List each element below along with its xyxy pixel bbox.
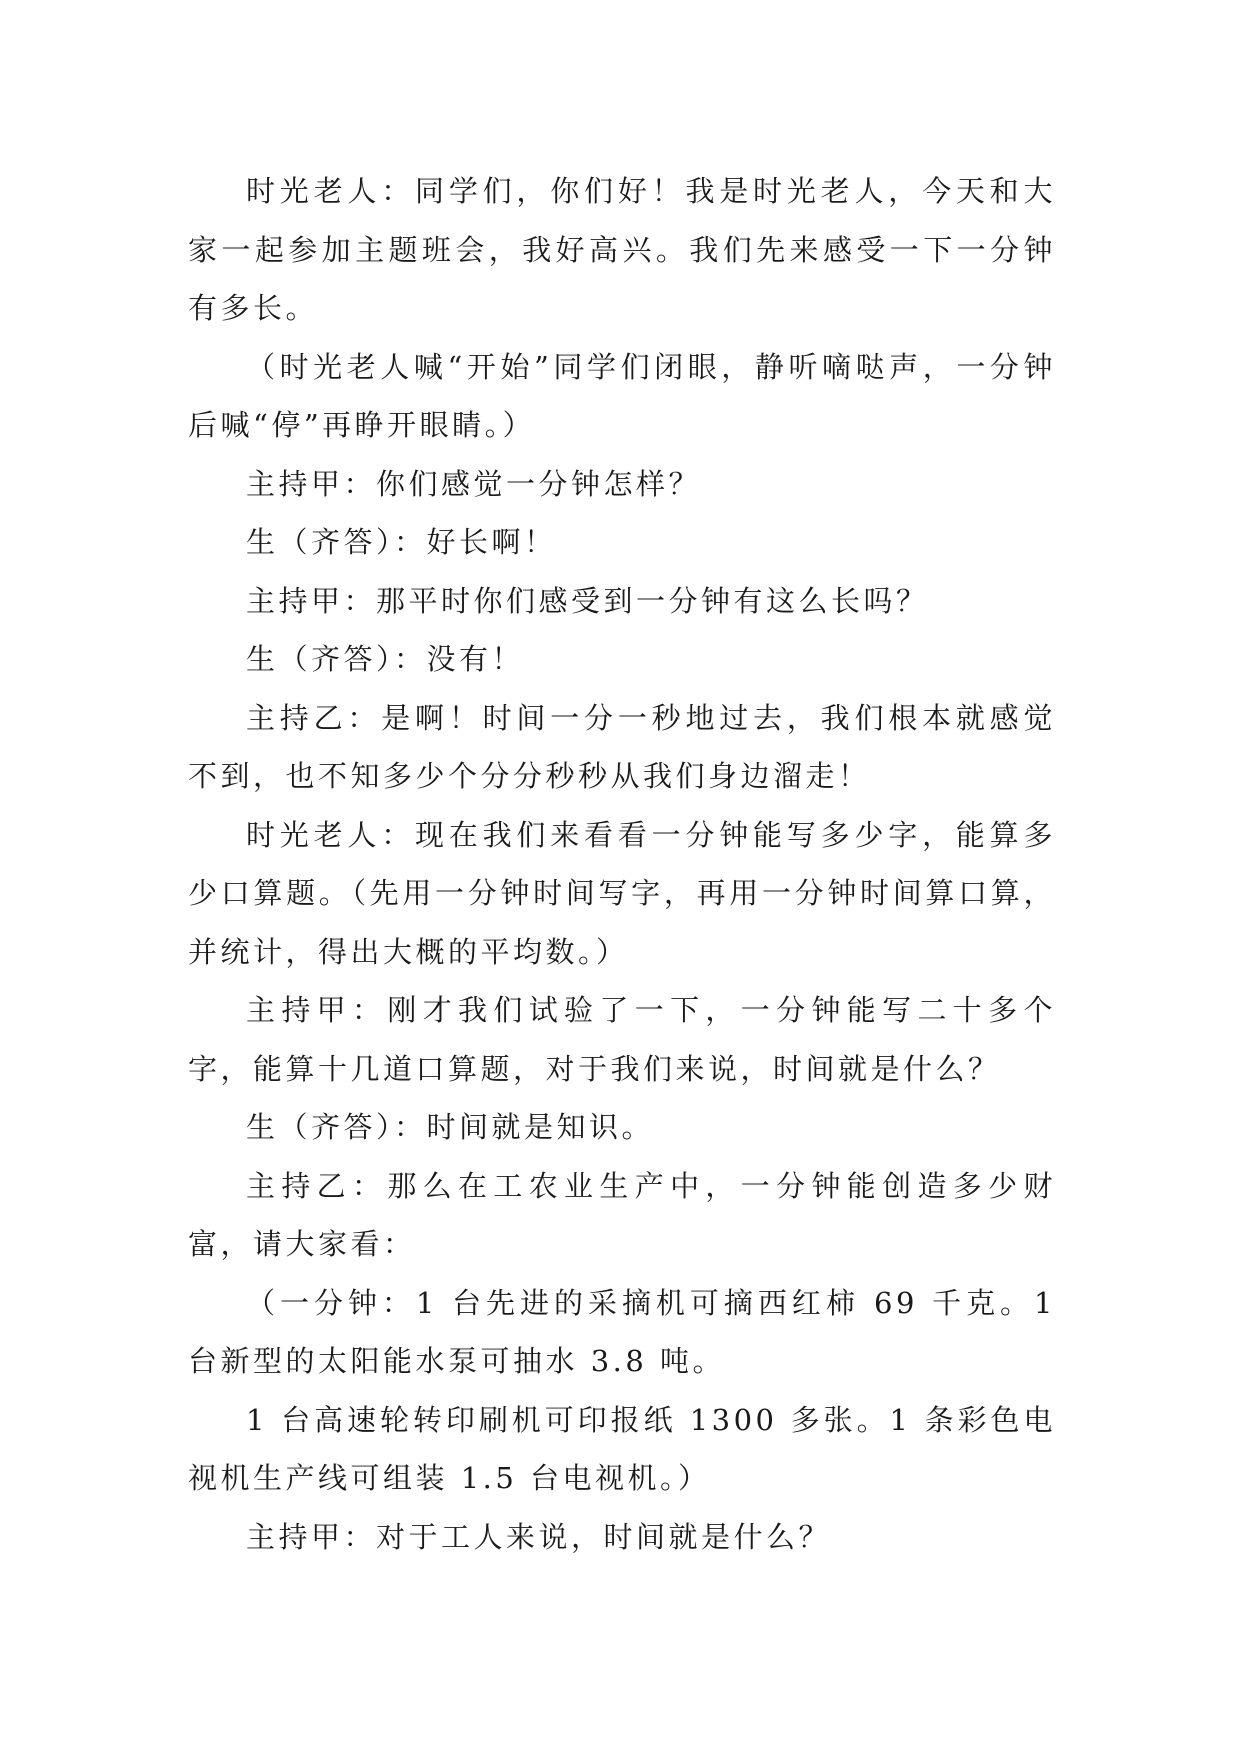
- paragraph: 生（齐答）：好长啊！: [246, 525, 557, 559]
- paragraph: （时光老人喊“开始”同学们闭眼，静听嘀哒声，一分钟后喊“停”再睁开眼睛。）: [188, 349, 1056, 442]
- paragraph: 主持甲：对于工人来说，时间就是什么？: [246, 1519, 832, 1554]
- document-page: [188, 162, 1056, 1566]
- paragraph: 生（齐答）：没有！: [246, 642, 525, 676]
- paragraph: 主持乙：那么在工农业生产中，一分钟能创造多少财富，请大家看：: [188, 1168, 1056, 1261]
- paragraph: 生（齐答）：时间就是知识。: [246, 1110, 655, 1144]
- paragraph: （一分钟：1 台先进的采摘机可摘西红柿 69 千克。1 台新型的太阳能水泵可抽水 3.8 吨。: [188, 1285, 1056, 1378]
- paragraph: 主持乙：是啊！时间一分一秒地过去，我们根本就感觉不到，也不知多少个分分秒秒从我们身边溜走！: [188, 700, 1056, 793]
- paragraph: 主持甲：你们感觉一分钟怎样？: [246, 466, 702, 501]
- paragraph: 时光老人：现在我们来看看一分钟能写多少字，能算多少口算题。（先用一分钟时间写字，再用一分钟时间算口算，并统计，得出大概的平均数。）: [188, 817, 1056, 969]
- paragraph: 主持甲：刚才我们试验了一下，一分钟能写二十多个字，能算十几道口算题，对于我们来说，时间就是什么？: [188, 993, 1056, 1086]
- paragraph: 主持甲：那平时你们感受到一分钟有这么长吗？: [246, 583, 929, 618]
- paragraph: 1 台高速轮转印刷机可印报纸 1300 多张。1 条彩色电视机生产线可组装 1.5 台电视机。）: [188, 1402, 1056, 1495]
- paragraph: 时光老人：同学们，你们好！我是时光老人，今天和大家一起参加主题班会，我好高兴。我们先来感受一下一分钟有多长。: [188, 174, 1056, 325]
